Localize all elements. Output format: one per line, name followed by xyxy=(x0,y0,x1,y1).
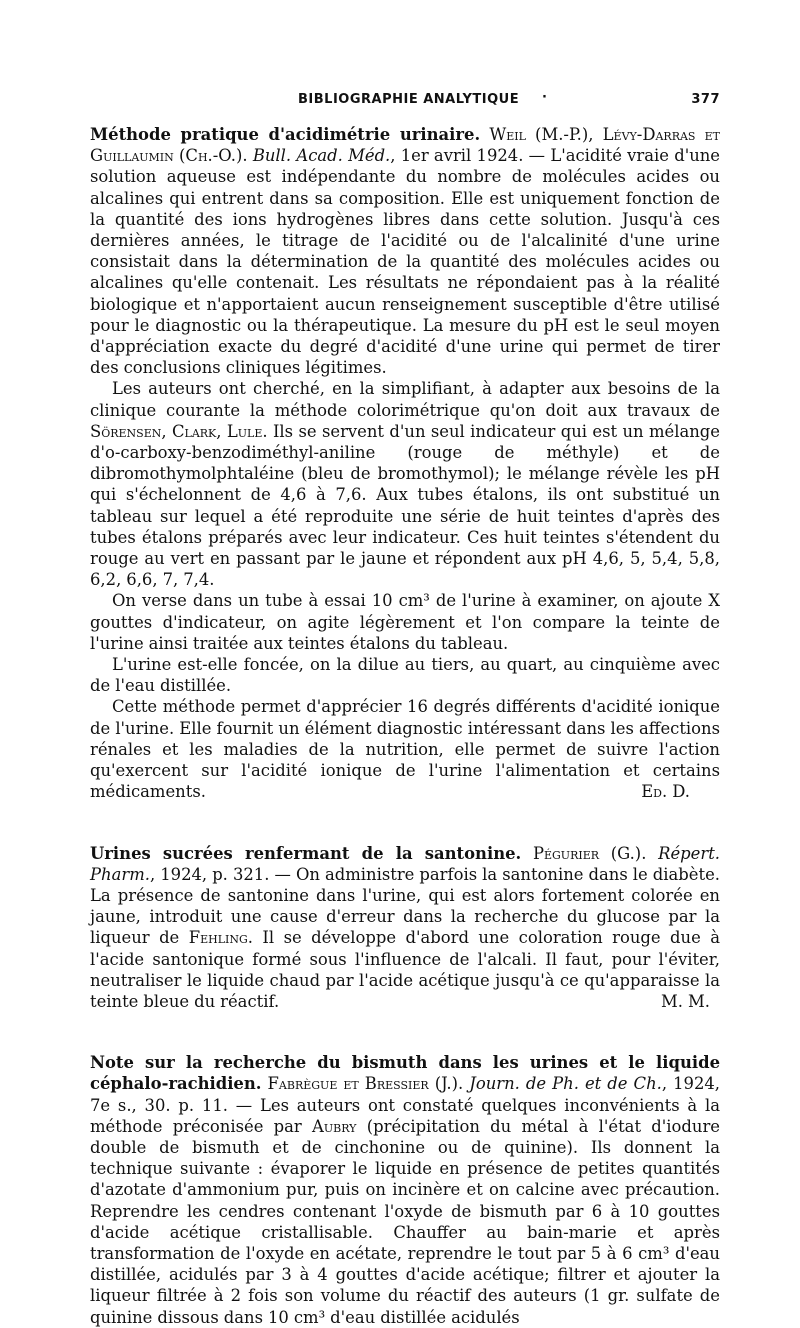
article-paragraph xyxy=(90,1052,720,1328)
article-paragraph xyxy=(90,378,720,590)
page xyxy=(90,92,720,1328)
article-title: Urines sucrées renfermant de la santonine. xyxy=(90,843,522,863)
article-bismuth xyxy=(90,1052,720,1328)
journal-name: Journ. de Ph. et de Ch. xyxy=(469,1074,662,1094)
article-santonine xyxy=(90,843,720,1013)
running-header xyxy=(90,92,720,114)
paragraph-text: Les auteurs ont cherché, en la simplifiant, à adapter aux besoins de la clinique courante la méthode colorimétrique qu'on doit aux travaux de xyxy=(90,379,720,420)
article-acidimetrie xyxy=(90,124,720,803)
paragraph-text: L'acidité vraie d'une solution aqueuse est indépendante du nombre de molécules acides ou alcalines qui entrent dans sa composition. Elle est uniquement fonction de la quantité des ions hydrogènes libres dans cette solution. Jusqu'à ces dernières années, le titrage de l'acidité ou de l'alcalinité d'une urine consistait dans la détermination de la quantité des molécules acides ou alcalines qu'elle contenait. Les résultats ne répondaient pas à la réalité biologique et n'apportaient aucun renseignement susceptible d'être utilisé pour le diagnostic ou la thérapeutique. La mesure du pH est le seul moyen d'appréciation exacte du degré d'acidité d'une urine qui permet de tirer des conclusions cliniques légitimes. xyxy=(90,146,721,378)
journal-name: Répert. Pharm. xyxy=(90,843,720,884)
citation: , 1924, 7e s., 30. p. 11. — xyxy=(90,1074,721,1115)
signature: Ed. D. xyxy=(641,782,690,802)
article-authors: Fabrègue et Bressier (J.). xyxy=(267,1074,464,1094)
page-number: 377 xyxy=(691,92,720,107)
article-title: Méthode pratique d'acidimétrie urinaire. xyxy=(90,125,481,144)
article-paragraph: On verse dans un tube à essai 10 cm³ de l'urine à examiner, on ajoute X gouttes d'indicateur, on agite légèrement et l'on compare la teinte de l'urine ainsi traitée aux teintes étalons du tableau. xyxy=(90,591,720,653)
header-separator: · xyxy=(542,90,548,105)
running-title: BIBLIOGRAPHIE ANALYTIQUE xyxy=(298,92,520,107)
signature: M. M. xyxy=(661,991,710,1011)
cited-names: Aubry xyxy=(312,1116,357,1136)
paragraph-text: (précipitation du métal à l'état d'iodure double de bismuth et de cinchonine ou de quinine). Ils donnent la technique suivante : évaporer le liquide en présence de petites quantités d'azotate d'ammonium pur, puis on incinère et on calcine avec précaution. Reprendre les cendres contenant l'oxyde de bismuth par 6 à 10 gouttes d'acide acétique cristallisable. Chauffer au bain-marie et après transformation de l'oxyde en acétate, reprendre le tout par 5 à 6 cm³ d'eau distillée, acidulés par 3 à 4 gouttes d'acide acétique; filtrer et ajouter la liqueur filtrée à 2 fois son volume du réactif des auteurs (1 gr. sulfate de quinine dissous dans 10 cm³ d'eau distillée acidulés xyxy=(90,1116,721,1327)
article-paragraph xyxy=(90,124,720,378)
cited-names: Sörensen, Clark, Lule. xyxy=(90,421,268,441)
article-title: Note sur la recherche du bismuth dans les urines et le liquide céphalo-rachidien. xyxy=(90,1053,720,1094)
paragraph-text: Ils se servent d'un seul indicateur qui est un mélange d'o-carboxy-benzodiméthyl-aniline (rouge de méthyle) et de dibromothymolphtaléine (bleu de bromothymol); le mélange révèle les pH qui s'échelonnent de 4,6 à 7,6. Aux tubes étalons, ils ont substitué un tableau sur lequel a été reproduite une série de huit teintes d'après des tubes étalons préparés avec leur indicateur. Ces huit teintes s'étendent du rouge au vert en passant par le jaune et répondent aux pH 4,6, 5, 5,4, 5,8, 6,2, 6,6, 7, 7,4. xyxy=(90,421,720,590)
journal-name: Bull. Acad. Méd. xyxy=(252,146,391,166)
article-paragraph xyxy=(90,843,720,1013)
paragraph-text: Cette méthode permet d'apprécier 16 degrés différents d'acidité ionique de l'urine. Elle fournit un élément diagnostic intéressant dans les affections rénales et les maladies de la nutrition, elle permet de suivre l'action qu'exercent sur l'acidité ionique de l'urine l'alimentation et certains médicaments. xyxy=(90,697,720,802)
cited-names: Fehling. xyxy=(188,928,253,948)
article-authors: Weil (M.-P.), Lévy-Darras et Guillaumin (Ch.-O.). xyxy=(90,125,720,166)
paragraph-text: On administre parfois la santonine dans le diabète. La présence de santonine dans l'urine, qui est alors fortement colorée en jaune, introduit une cause d'erreur dans la recherche du glucose par la liqueur de xyxy=(90,864,720,948)
paragraph-text: Il se développe d'abord une coloration rouge due à l'acide santonique formé sous l'influence de l'alcali. Il faut, pour l'éviter, neutraliser le liquide chaud par l'acide acétique jusqu'à ce qu'apparaisse la teinte bleue du réactif. xyxy=(90,928,720,1011)
paragraph-text: Les auteurs ont constaté quelques inconvénients à la méthode préconisée par xyxy=(90,1095,721,1136)
article-authors: Pégurier (G.). xyxy=(532,843,647,863)
citation: , 1er avril 1924. — xyxy=(390,146,551,166)
citation: , 1924, p. 321. — xyxy=(149,864,296,884)
article-paragraph-last xyxy=(90,696,720,802)
article-paragraph: L'urine est-elle foncée, on la dilue au tiers, au quart, au cinquième avec de l'eau distillée. xyxy=(90,655,720,696)
